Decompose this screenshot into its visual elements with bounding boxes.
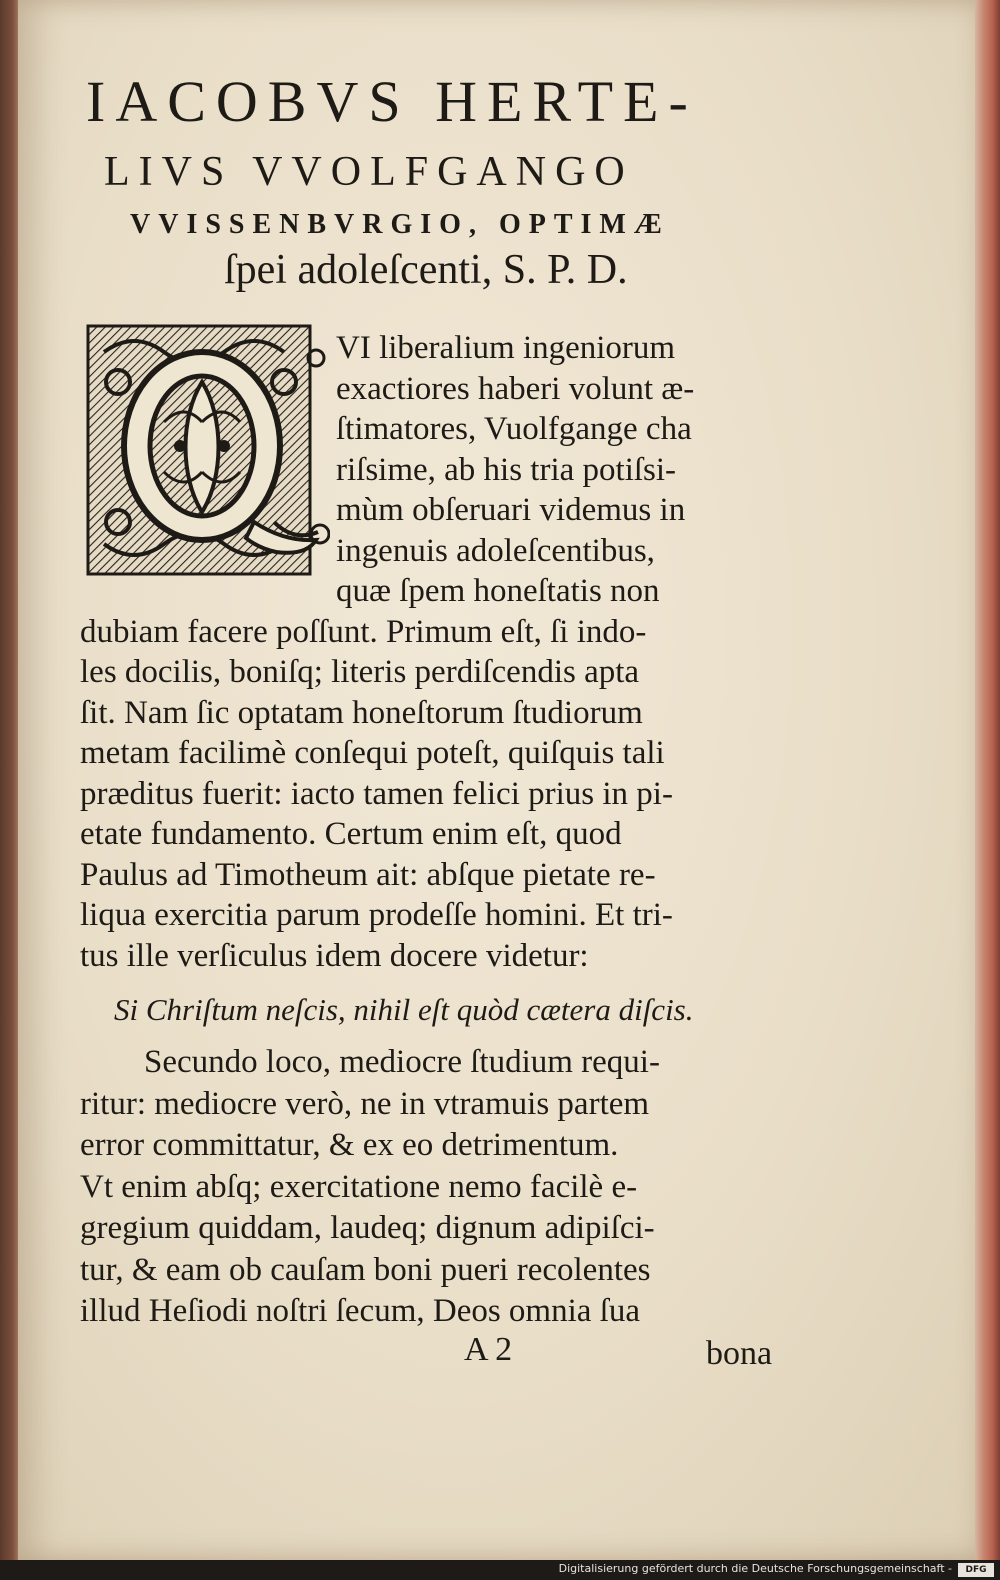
text-line: illud Heſiodi noſtri ſecum, Deos omnia ſua [80, 1293, 640, 1329]
text-line: ſtimatores, Vuolfgange cha [336, 411, 692, 447]
text-line: exactiores haberi volunt æ- [336, 370, 695, 407]
text-line: præditus fuerit: iacto tamen felici prius in pi- [80, 775, 673, 812]
text-line: error committatur, & ex eo detrimentum. [80, 1127, 619, 1163]
text-line: ingenuis adoleſcentibus, [336, 532, 655, 569]
heading-line-1: IACOBVS HERTE- [86, 69, 698, 134]
text-line: tus ille verſiculus idem docere videtur: [80, 937, 589, 974]
dfg-logo: DFG [958, 1563, 994, 1577]
text-line: les docilis, boniſq; literis perdiſcendis apta [80, 654, 640, 690]
signature-mark: A 2 [464, 1331, 513, 1368]
heading-line-3: VVISSENBVRGIO, OPTIMÆ [130, 209, 670, 240]
footer-credit: Digitalisierung gefördert durch die Deutsche Forschungsgemeinschaft - [558, 1562, 952, 1575]
text-line: etate fundamento. Certum enim eſt, quod [80, 816, 622, 852]
text-line: riſsime, ab his tria potiſsi- [336, 451, 677, 488]
text-line: ſit. Nam ſic optatam honeſtorum ſtudiorum [80, 694, 643, 731]
digitization-footer [0, 1560, 1000, 1580]
text-line: quæ ſpem honeſtatis non [336, 573, 660, 609]
text-line: liqua exercitia parum prodeſſe homini. Et tri- [80, 897, 673, 933]
text-line: tur, & eam ob cauſam boni pueri recolentes [80, 1251, 651, 1288]
heading-line-4: ſpei adoleſcenti, S. P. D. [224, 247, 628, 293]
text-line: dubiam facere poſſunt. Primum eſt, ſi indo- [80, 613, 647, 650]
decorated-initial-q [84, 322, 330, 580]
text-line: Vt enim abſq; exercitatione nemo facilè e- [80, 1168, 638, 1205]
text-line: gregium quiddam, laudeq; dignum adipiſci- [80, 1210, 655, 1246]
text-line: metam facilimè conſequi poteſt, quiſquis tali [80, 735, 665, 771]
text-line: VI liberalium ingeniorum [336, 330, 676, 366]
heading-line-2: LIVS VVOLFGANGO [104, 149, 634, 195]
quoted-verse: Si Chriſtum neſcis, nihil eſt quòd cætera diſcis. [114, 992, 694, 1027]
text-line: ritur: mediocre verò, ne in vtramuis partem [80, 1085, 650, 1122]
text-line: Paulus ad Timotheum ait: abſque pietate re- [80, 856, 656, 893]
text-line: mùm obſeruari videmus in [336, 492, 686, 528]
catchword: bona [706, 1335, 773, 1372]
page-edge [975, 0, 1000, 1560]
text-line: Secundo loco, mediocre ſtudium requi- [144, 1044, 660, 1080]
